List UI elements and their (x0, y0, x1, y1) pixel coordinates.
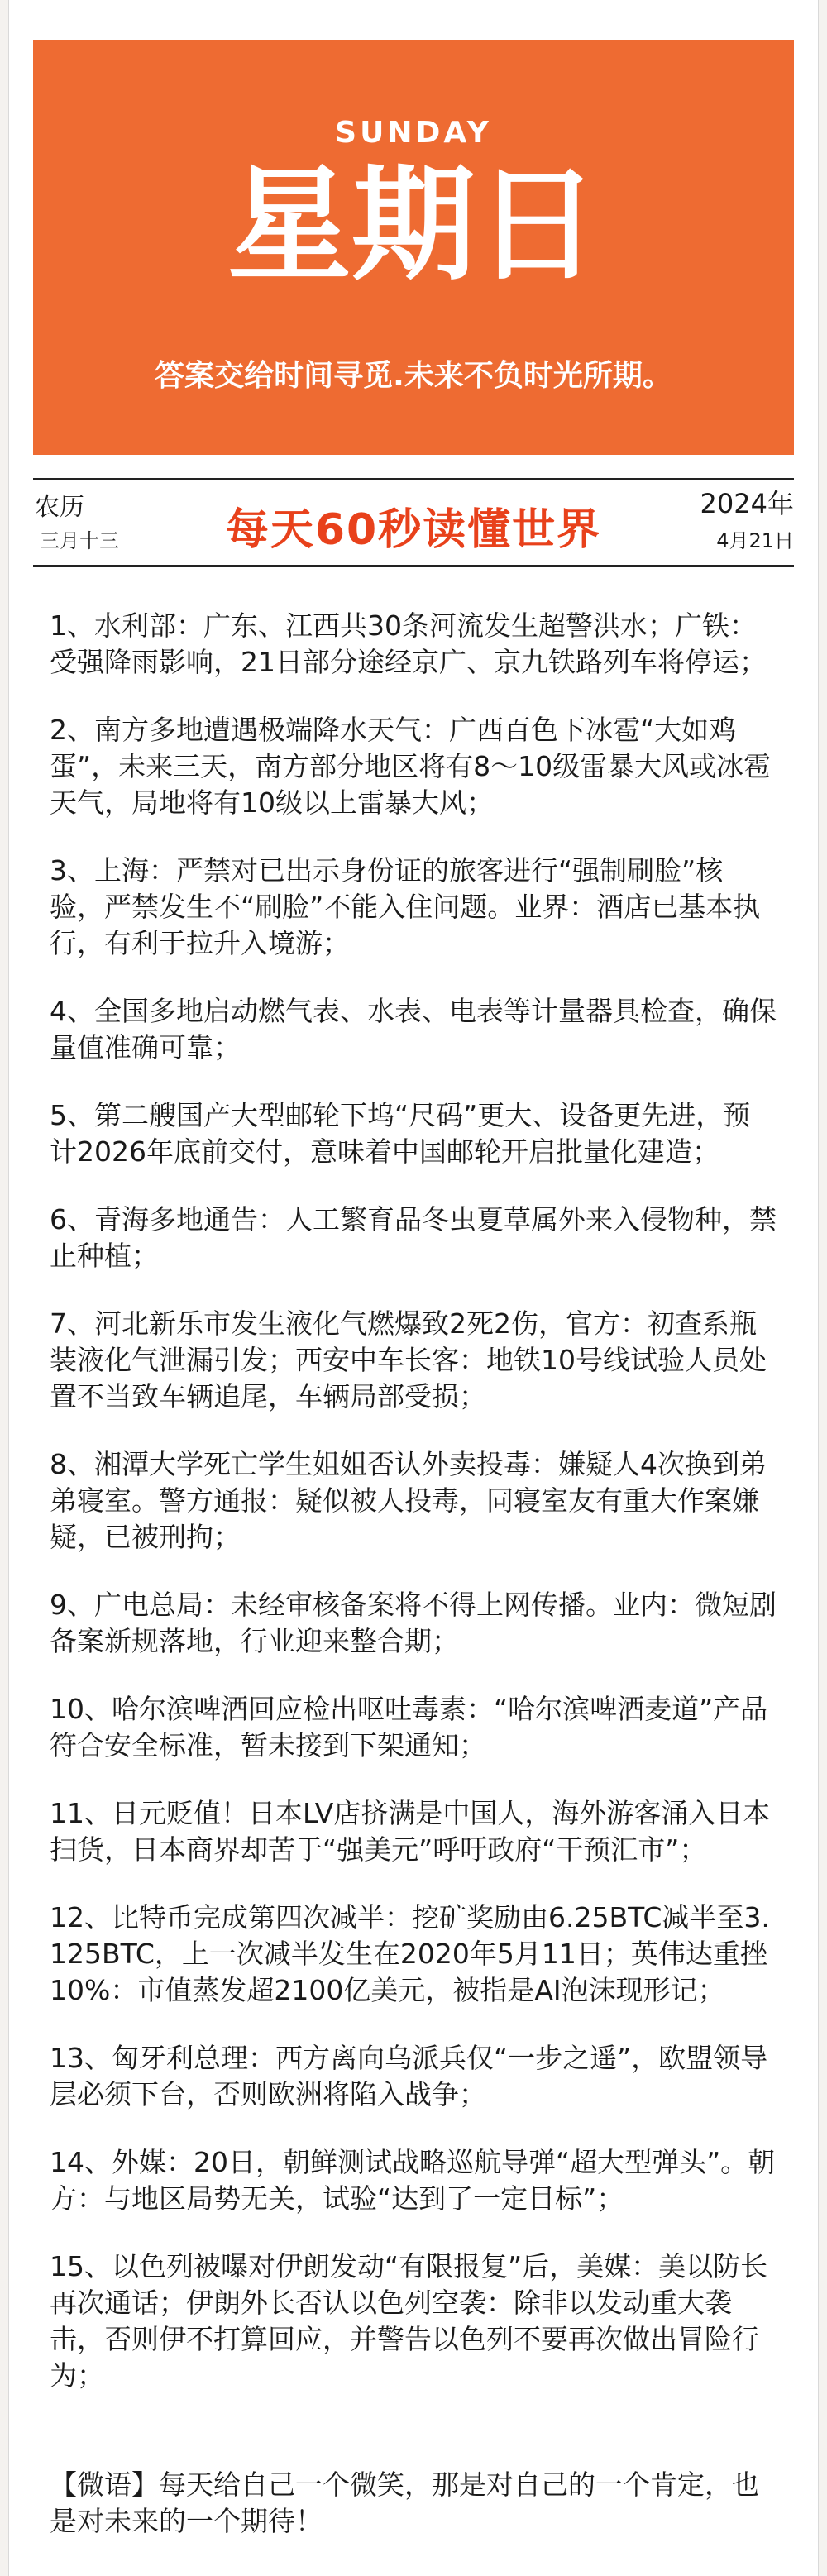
lunar-label: 农历 (35, 493, 84, 522)
banner-slogan: 答案交给时间寻觅.未来不负时光所期。 (155, 359, 672, 393)
page-title: 每天60秒读懂世界 (225, 505, 602, 555)
news-item: 14、外媒：20日，朝鲜测试战略巡航导弹“超大型弹头”。朝方：与地区局势无关，试验“达到了一定目标”； (50, 2146, 776, 2215)
daily-quote: 【微语】每天给自己一个微笑，那是对自己的一个肯定，也是对未来的一个期待！ (50, 2468, 759, 2537)
news-item: 6、青海多地通告：人工繁育品冬虫夏草属外来入侵物种，禁止种植； (50, 1203, 777, 1272)
news-item: 12、比特币完成第四次减半：挖矿奖励由6.25BTC减半至3.125BTC，上一次减半发生在2020年5月11日；英伟达重挫10%：市值蒸发超2100亿美元，被指是AI泡沫现形记； (50, 1901, 770, 2006)
news-list (50, 608, 777, 2425)
year: 2024年 (700, 488, 794, 519)
day-banner (33, 40, 794, 455)
news-item: 9、广电总局：未经审核备案将不得上网传播。业内：微短剧备案新规落地，行业迎来整合期； (50, 1589, 777, 1657)
news-item: 11、日元贬值！日本LV店挤满是中国人，海外游客涌入日本扫货，日本商界却苦于“强美元”呼吁政府“干预汇市”； (50, 1797, 771, 1866)
dateline-top-rule (33, 478, 794, 480)
date: 4月21日 (716, 529, 794, 552)
news-item: 3、上海：严禁对已出示身份证的旅客进行“强制刷脸”核验，严禁发生不“刷脸”不能入住问题。业界：酒店已基本执行，有利于拉升入境游； (50, 854, 761, 959)
weekday-english: SUNDAY (335, 116, 492, 150)
news-item: 8、湘潭大学死亡学生姐姐否认外卖投毒：嫌疑人4次换到弟弟寝室。警方通报：疑似被人投毒，同寝室友有重大作案嫌疑，已被刑拘； (50, 1448, 767, 1553)
news-item: 10、哈尔滨啤酒回应检出呕吐毒素：“哈尔滨啤酒麦道”产品符合安全标准，暂未接到下架通知； (50, 1693, 768, 1761)
news-item: 4、全国多地启动燃气表、水表、电表等计量器具检查，确保量值准确可靠； (50, 995, 777, 1063)
frame-border-right (818, 0, 819, 2576)
lunar-date: 三月十三 (40, 529, 119, 552)
news-item: 13、匈牙利总理：西方离向乌派兵仅“一步之遥”，欧盟领导层必须下台，否则欧洲将陷入战争； (50, 2042, 768, 2110)
weekday-chinese: 星期日 (227, 154, 600, 298)
news-item: 7、河北新乐市发生液化气燃爆致2死2伤，官方：初查系瓶装液化气泄漏引发；西安中车长客：地铁10号线试验人员处置不当致车辆追尾，车辆局部受损； (50, 1307, 767, 1412)
news-item: 1、水利部：广东、江西共30条河流发生超警洪水；广铁：受强降雨影响，21日部分途经京广、京九铁路列车将停运； (50, 609, 767, 678)
news-item: 5、第二艘国产大型邮轮下坞“尺码”更大、设备更先进，预计2026年底前交付，意味着中国邮轮开启批量化建造； (50, 1099, 751, 1168)
frame-border-left (8, 0, 9, 2576)
dateline-bottom-rule (33, 565, 794, 567)
news-item: 2、南方多地遭遇极端降水天气：广西百色下冰雹“大如鸡蛋”，未来三天，南方部分地区将有8～10级雷暴大风或冰雹天气，局地将有10级以上雷暴大风； (50, 714, 772, 819)
news-item: 15、以色列被曝对伊朗发动“有限报复”后，美媒：美以防长再次通话；伊朗外长否认以色列空袭：除非以发动重大袭击，否则伊不打算回应，并警告以色列不要再次做出冒险行为； (50, 2250, 768, 2392)
